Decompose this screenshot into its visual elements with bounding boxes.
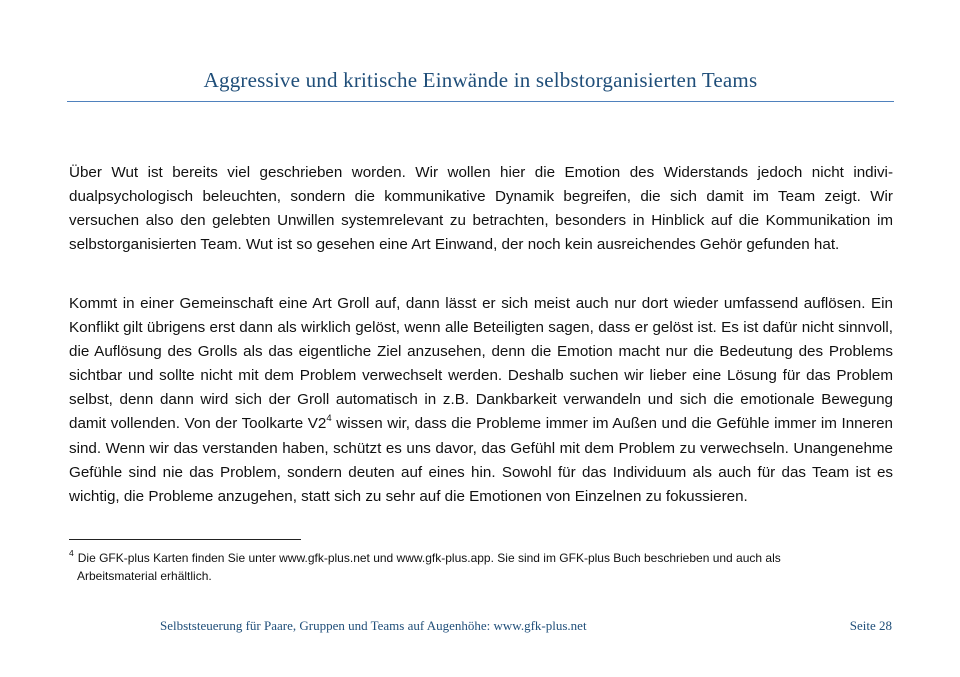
footnote-marker: 4: [69, 548, 74, 558]
footnote-separator: [69, 539, 301, 540]
body-paragraph-2: [69, 292, 893, 509]
paragraph-2-text-end: wissen wir, dass die Probleme immer im Außen und die Gefühle immer im Inneren sind. Wenn wir das verstanden haben, schützt es uns davor, das Gefühl mit dem Problem zu verwechseln. Unangenehme Gefühle sind nie das Problem, sondern deuten auf eines hin. Sowohl für das Individuum als auch für das Team ist es wichtig, die Probleme anzugehen, statt sich zu sehr auf die Emotionen von Einzelnen zu fokussieren.: [69, 415, 893, 505]
page-number: Seite 28: [849, 618, 892, 633]
header-divider: [67, 101, 894, 102]
page-title: Aggressive und kritische Einwände in selbstorganisierten Teams: [203, 68, 758, 92]
footnote-reference: 4: [326, 413, 332, 425]
footnote-text-line-1: Die GFK-plus Karten finden Sie unter www.gfk-plus.net und www.gfk-plus.app. Sie sind im GFK-plus Buch beschrieben und auch als: [77, 551, 781, 565]
footnote-text-line-2: Arbeitsmaterial erhältlich.: [77, 569, 212, 583]
paragraph-2-text-start: Kommt in einer Gemeinschaft eine Art Groll auf, dann lässt er sich meist auch nur dort wieder umfassend auflösen. Ein Konflikt gilt übrigens erst dann als wirklich gelöst, wenn alle Beteiligten sagen, dass er gelöst ist. Es ist dafür nicht sinnvoll, die Auflösung des Grolls als das eigentliche Ziel anzusehen, denn die Emotion macht nur die Bedeutung des Problems sichtbar und sollte nicht mit dem Problem verwechselt werden. Deshalb suchen wir lieber eine Lösung für das Problem selbst, denn dann wird sich der Groll automatisch in z.B. Dankbarkeit verwandeln und sich die emotionale Bewegung damit vollenden. Von der Toolkarte V2: [69, 295, 893, 433]
body-paragraph-1: Über Wut ist bereits viel geschrieben worden. Wir wollen hier die Emotion des Widerstands jedoch nicht individualpsychologisch beleuchten, sondern die kommunikative Dynamik begreifen, die sich damit im Team zeigt. Wir versuchen also den gelebten Unwillen systemrelevant zu betrachten, besonders in Hinblick auf die Kommunikation im selbstorganisierten Team. Wut ist so gesehen eine Art Einwand, der noch kein ausreichendes Gehör gefunden hat.: [69, 164, 893, 254]
footnote: [69, 549, 889, 585]
footer-text: Selbststeuerung für Paare, Gruppen und Teams auf Augenhöhe: www.gfk-plus.net: [160, 618, 587, 633]
